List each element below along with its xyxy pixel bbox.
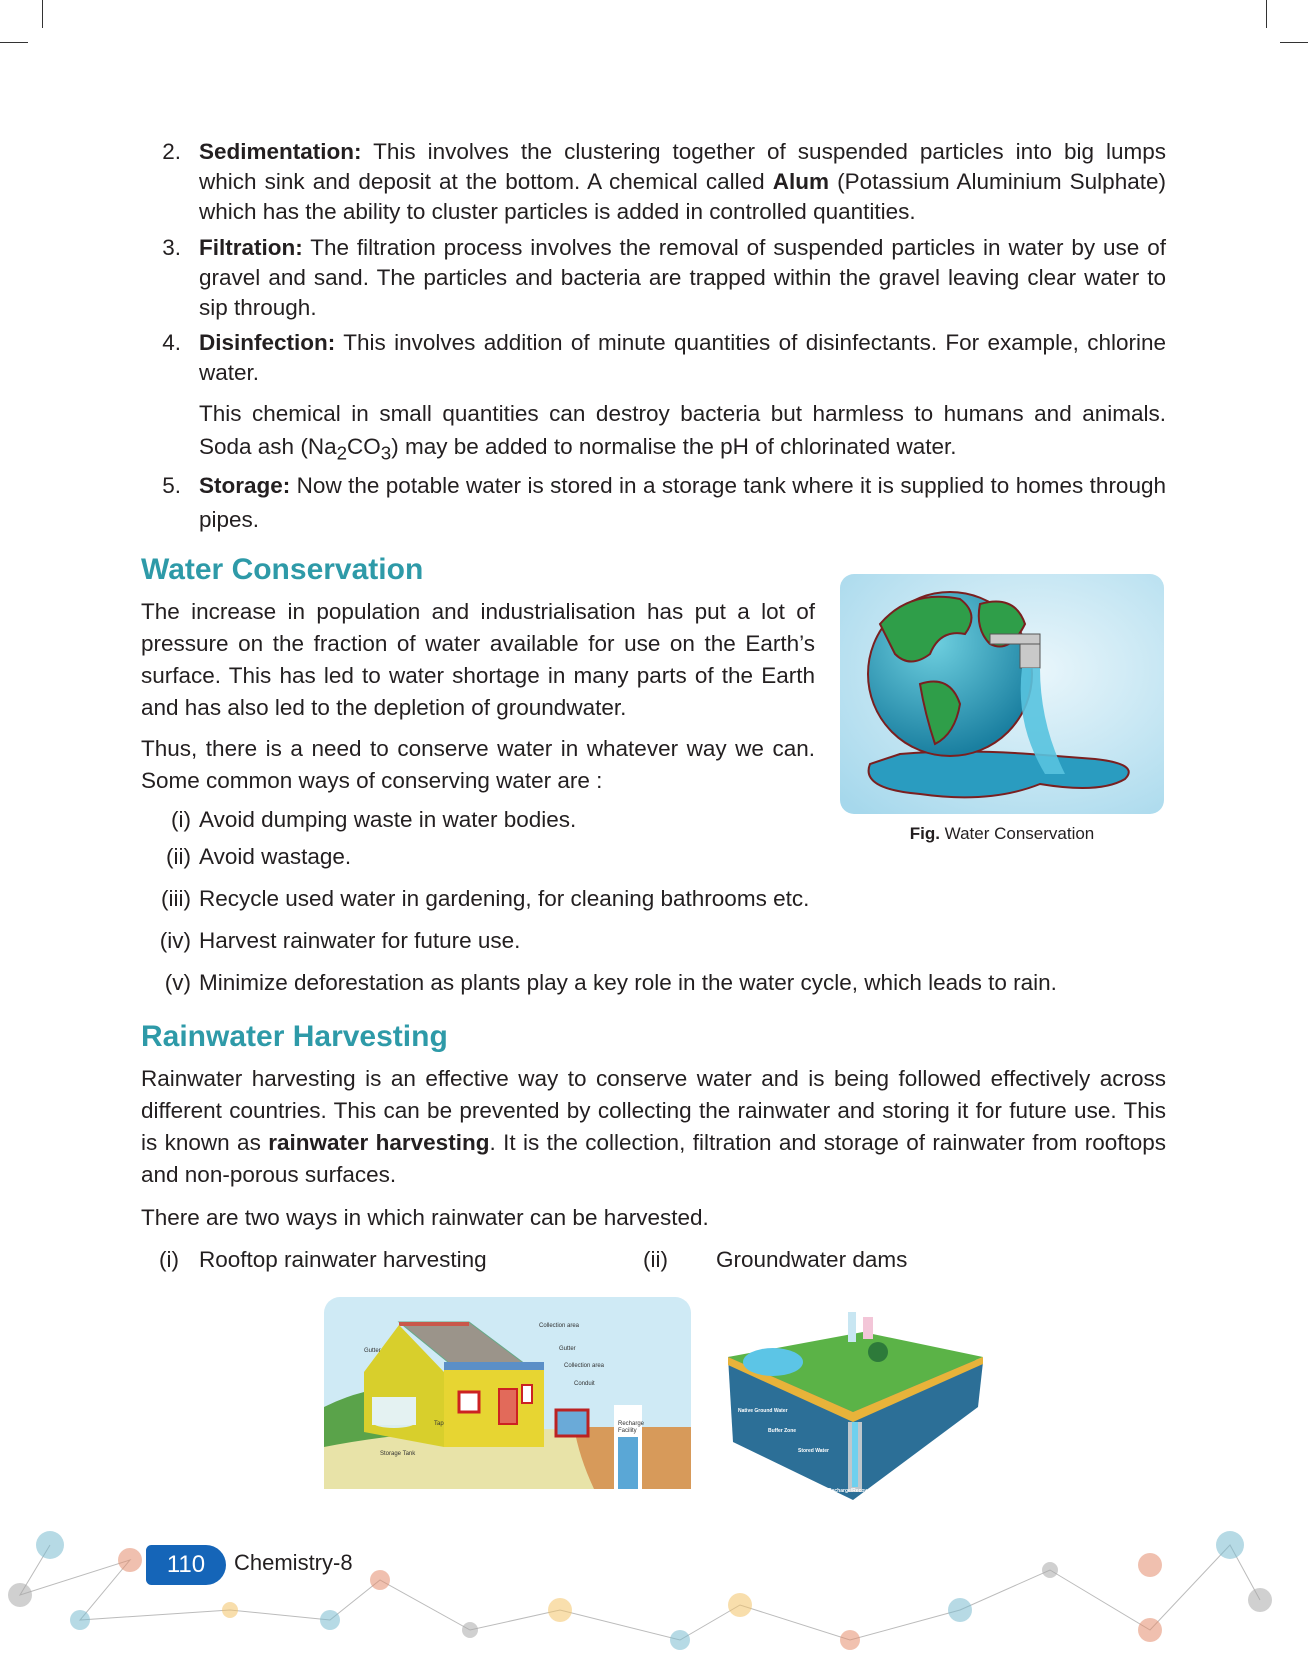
para-text: Rainwater harvesting is an effective way to conserve water and is being followed effectively across different countries. This can be prevented by collecting the rainwater and storing it for future use. This is known as xyxy=(141,1066,1166,1155)
rooftop-harvesting-diagram xyxy=(324,1297,691,1489)
item-text: Minimize deforestation as plants play a key role in the water cycle, which leads to rain. xyxy=(199,970,1057,995)
way-item xyxy=(141,1245,487,1275)
crop-mark xyxy=(0,42,28,43)
item-number: 5. xyxy=(162,473,181,498)
subscript: 3 xyxy=(380,442,392,464)
item-text: The filtration process involves the removal of suspended particles in water by use of gravel and sand. The particles and bacteria are trapped within the gravel leaving clear water to sip through. xyxy=(199,235,1166,320)
label-gutter: Gutter xyxy=(364,1348,381,1354)
list-item-filtration xyxy=(141,233,1166,323)
caption-text: Water Conservation xyxy=(939,824,1095,843)
item-text: Avoid wastage. xyxy=(199,844,352,869)
paragraph xyxy=(141,1063,1166,1191)
item-number: (iv) xyxy=(159,928,191,953)
item-number: 3. xyxy=(162,235,181,260)
list-item-sedimentation xyxy=(141,137,1166,227)
label-recharge: Recharge xyxy=(618,1421,645,1427)
term: Filtration: xyxy=(199,235,303,260)
figure-caption xyxy=(840,824,1164,844)
label-conduit: Conduit xyxy=(574,1381,595,1387)
item-text: Avoid dumping waste in water bodies. xyxy=(199,807,577,832)
crop-mark xyxy=(1266,0,1267,28)
note-text: CO xyxy=(347,434,381,459)
section-heading-water-conservation: Water Conservation xyxy=(141,553,424,586)
list-item xyxy=(141,926,521,956)
item-text: Now the potable water is stored in a storage tank where it is supplied to homes through pipes. xyxy=(199,473,1166,532)
paragraph: There are two ways in which rainwater can be harvested. xyxy=(141,1205,709,1230)
crop-mark xyxy=(42,0,43,28)
key-term: rainwater harvesting xyxy=(268,1130,490,1155)
label-gutter: Gutter xyxy=(559,1346,576,1352)
list-item xyxy=(141,805,577,835)
section-heading-rainwater-harvesting: Rainwater Harvesting xyxy=(141,1020,448,1053)
water-conservation-figure xyxy=(840,574,1164,814)
item-text: This involves addition of minute quantities of disinfectants. For example, chlorine water. xyxy=(199,330,1166,385)
para-text: . It is the collection, filtration and storage of rainwater from rooftops and non-porous surfaces. xyxy=(141,1130,1166,1187)
item-number: (ii) xyxy=(166,844,191,869)
list-item xyxy=(141,842,352,872)
paragraph: The increase in population and industrialisation has put a lot of pressure on the fraction of water available for use on the Earth’s surface. This has led to water shortage in many parts of the Earth and has also led to the depletion of groundwater. xyxy=(141,599,815,720)
item-text: Recycle used water in gardening, for cleaning bathrooms etc. xyxy=(199,886,810,911)
note-text: This chemical in small quantities can destroy bacteria but harmless to humans and animals. Soda ash (Na xyxy=(199,401,1166,459)
term: Storage: xyxy=(199,473,291,498)
groundwater-dam-diagram xyxy=(723,1302,988,1500)
list-item xyxy=(141,968,1057,998)
label-storage-tank: Storage Tank xyxy=(380,1451,416,1457)
crop-mark xyxy=(1280,42,1308,43)
label-recharge-recovery: Recharge/Recovery xyxy=(828,1488,875,1494)
term: Disinfection: xyxy=(199,330,336,355)
book-title: Chemistry-8 xyxy=(234,1550,353,1575)
caption-label: Fig. xyxy=(909,824,940,843)
page-number-badge: 110 xyxy=(146,1545,226,1585)
item-text: This involves the clustering together of suspended particles into big lumps which sink and deposit at the bottom. A chemical called xyxy=(199,139,1166,194)
item-number: (ii) xyxy=(643,1247,668,1272)
label-collection-area: Collection area xyxy=(539,1323,580,1329)
disinfection-note xyxy=(141,397,1166,470)
way-item xyxy=(643,1245,908,1275)
label-facility: Facility xyxy=(618,1428,637,1434)
footer-decoration xyxy=(0,1510,1308,1668)
list-item-disinfection xyxy=(141,328,1166,388)
item-number: (iii) xyxy=(161,886,191,911)
subscript: 2 xyxy=(336,442,348,464)
item-number: 2. xyxy=(162,139,181,164)
item-number: 4. xyxy=(162,330,181,355)
label-collection-area: Collection area xyxy=(564,1363,605,1369)
item-number: (i) xyxy=(159,1247,179,1272)
list-item xyxy=(141,884,810,914)
item-number: (v) xyxy=(164,970,191,995)
item-number: (i) xyxy=(171,807,191,832)
item-text: (Potassium Aluminium Sulphate) which has the ability to cluster particles is added in controlled quantities. xyxy=(199,169,1166,224)
term-alum: Alum xyxy=(772,169,830,194)
label-buffer-zone: Buffer Zone xyxy=(768,1428,797,1434)
item-text: Groundwater dams xyxy=(716,1247,908,1272)
term: Sedimentation: xyxy=(199,139,362,164)
label-native-ground-water: Native Ground Water xyxy=(738,1408,788,1414)
item-text: Harvest rainwater for future use. xyxy=(199,928,521,953)
label-tap: Tap xyxy=(434,1421,444,1427)
note-text: ) may be added to normalise the pH of chlorinated water. xyxy=(391,434,957,459)
label-stored-water: Stored Water xyxy=(798,1448,829,1454)
list-item-storage xyxy=(141,469,1166,537)
paragraph: Thus, there is a need to conserve water in whatever way we can. Some common ways of conserving water are : xyxy=(141,736,815,793)
item-text: Rooftop rainwater harvesting xyxy=(199,1247,487,1272)
